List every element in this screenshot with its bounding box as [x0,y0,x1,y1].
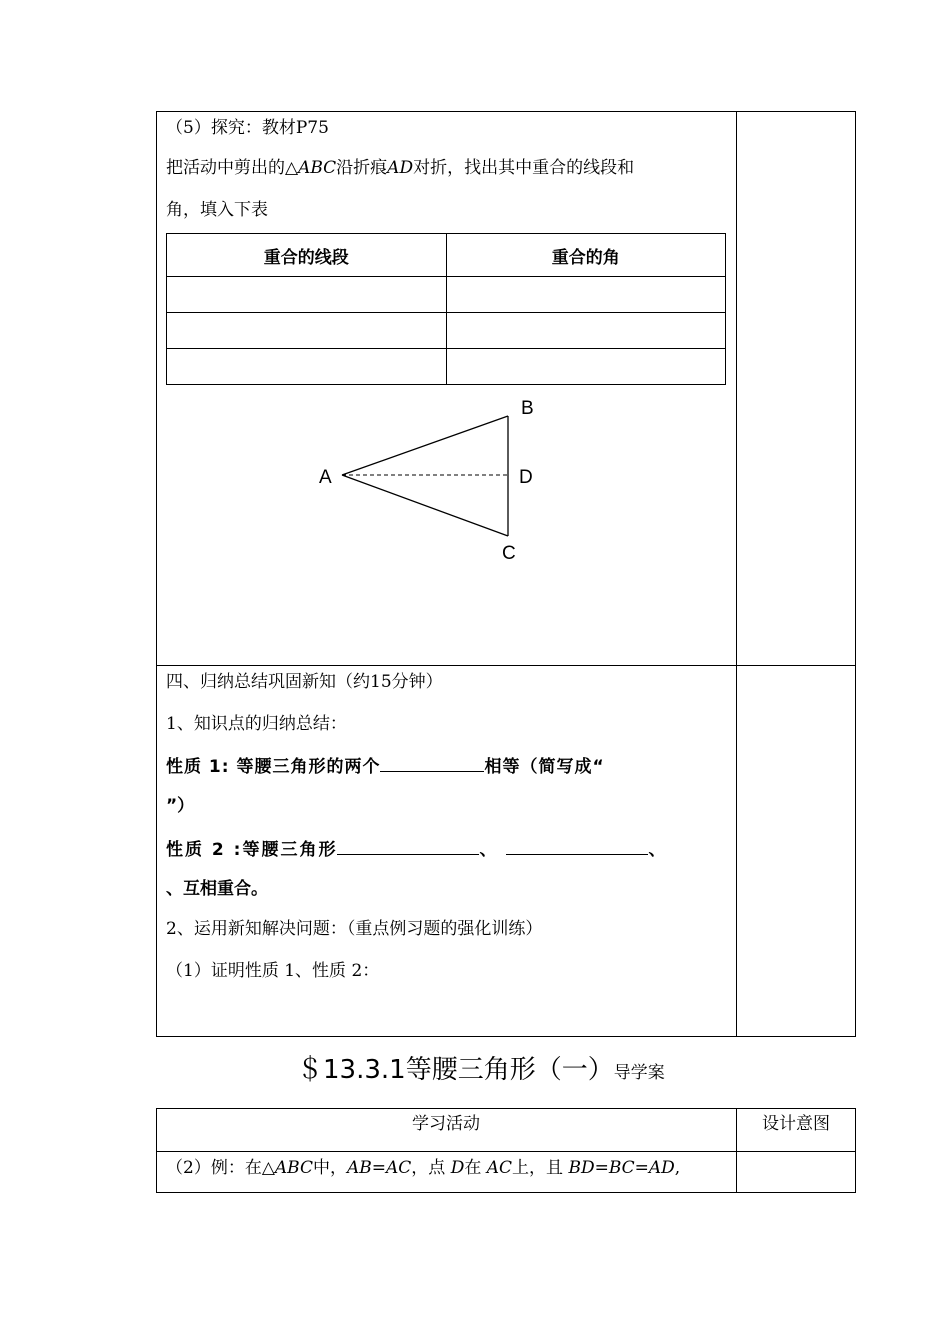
section5-line2: 角，填入下表 [166,200,268,220]
segment-ab [342,416,508,475]
section4-item2-1: （1）证明性质 1、性质 2： [166,961,380,981]
triangle-figure [300,390,560,570]
section5-heading: （5）探究：教材P75 [166,118,329,138]
page-title: ＄13.3.1等腰三角形（一）导学案 [297,1055,665,1085]
col-header-design-intent: 设计意图 [762,1114,830,1134]
property1-blank [380,753,484,772]
property1-continuation: ”） [166,796,195,816]
label-b: B [521,398,534,419]
overlap-cell [167,313,447,349]
overlap-table-header-segments: 重合的线段 [167,234,447,277]
label-c: C [502,543,516,564]
property2-blank-1 [337,836,479,855]
property1-line: 性质 1: 等腰三角形的两个 相等（简写成“ [166,753,605,778]
overlap-cell [446,313,726,349]
upper-table-column-divider [736,111,737,1037]
overlap-cell [446,277,726,313]
overlap-table-header-angles: 重合的角 [446,234,726,277]
overlap-cell [167,349,447,385]
overlap-cell [167,277,447,313]
section4-item2: 2、运用新知解决问题：（重点例习题的强化训练） [166,919,543,939]
property2-continuation: 、互相重合。 [166,879,268,899]
segment-ac [342,475,508,536]
upper-table-row-divider [156,665,856,666]
overlap-table [166,233,726,385]
property2-blank-2 [506,836,648,855]
col-header-learning-activity: 学习活动 [412,1114,480,1134]
page-subtitle: 导学案 [613,1063,665,1083]
example-line: （2）例：在△ABC中，AB=AC，点 D在 AC上，且 BD=BC=AD, [166,1158,681,1178]
section4-heading: 四、归纳总结巩固新知（约15分钟） [166,672,443,692]
section4-item1: 1、知识点的归纳总结： [166,714,347,734]
label-a: A [319,467,332,488]
property2-line: 性质 2 :等腰三角形 、 、 [166,836,667,861]
label-d: D [519,467,533,488]
bottom-table-row-divider [156,1151,856,1152]
overlap-cell [446,349,726,385]
section5-line1: 把活动中剪出的△ABC沿折痕AD对折，找出其中重合的线段和 [166,158,635,178]
